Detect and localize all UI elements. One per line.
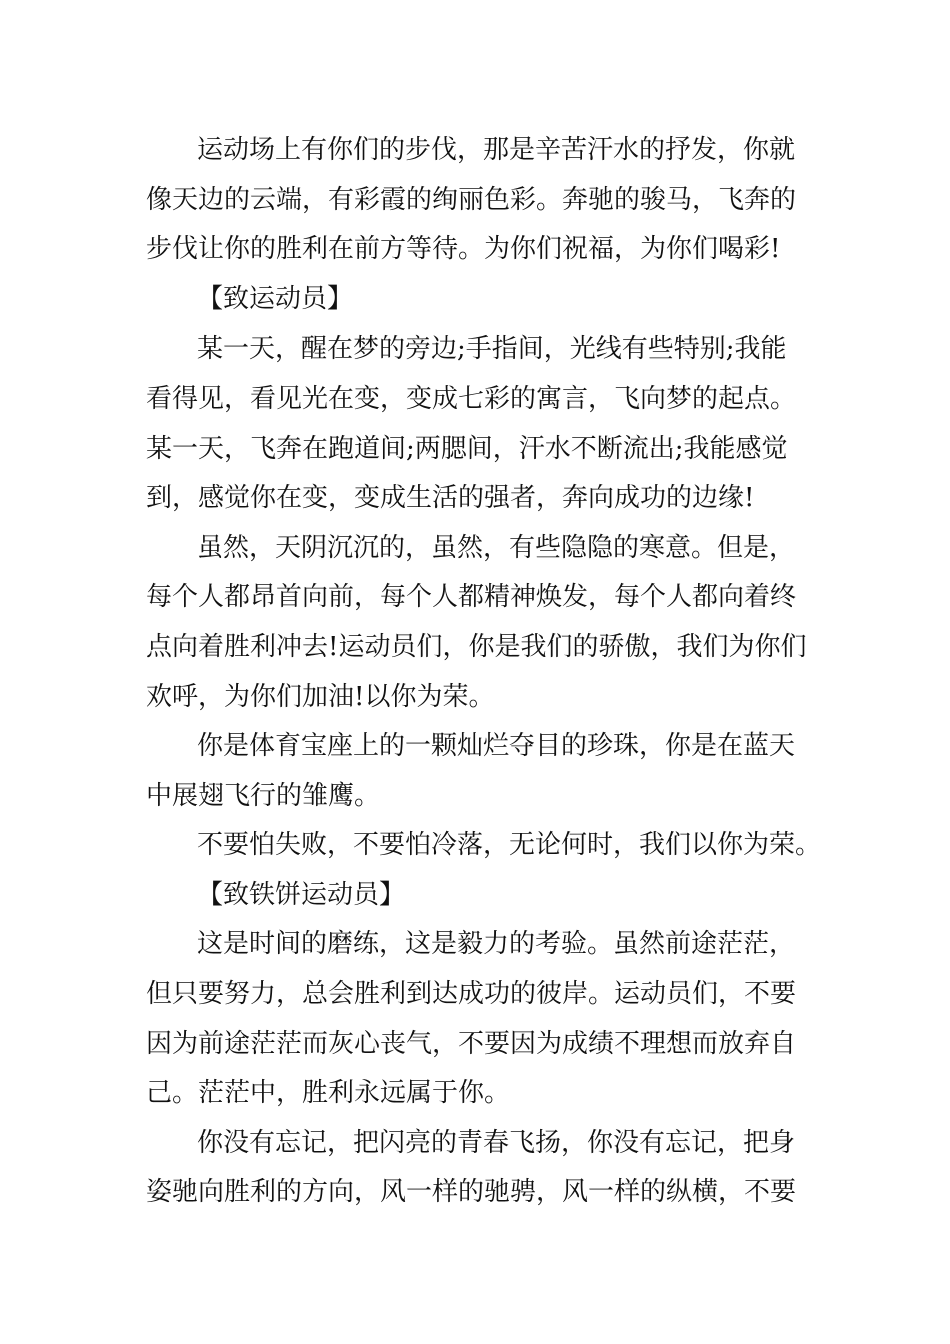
- paragraph-line: 运动场上有你们的步伐，那是辛苦汗水的抒发，你就: [197, 135, 796, 165]
- paragraph-line: 你是体育宝座上的一颗灿烂夺目的珍珠，你是在蓝天: [197, 731, 796, 761]
- paragraph-line: 因为前途茫茫而灰心丧气，不要因为成绩不理想而放弃自: [146, 1029, 797, 1059]
- paragraph-line: 你没有忘记，把闪亮的青春飞扬，你没有忘记，把身: [197, 1128, 796, 1158]
- section-heading: 【致运动员】: [197, 284, 354, 314]
- paragraph-line: 欢呼，为你们加油!以你为荣。: [146, 682, 495, 712]
- paragraph-line: 中展翅飞行的雏鹰。: [146, 781, 381, 811]
- paragraph-line: 像天边的云端，有彩霞的绚丽色彩。奔驰的骏马，飞奔的: [146, 185, 797, 215]
- paragraph-line: 己。茫茫中，胜利永远属于你。: [146, 1078, 511, 1108]
- paragraph-line: 某一天，醒在梦的旁边;手指间，光线有些特别;我能: [197, 334, 787, 364]
- paragraph-line: 某一天，飞奔在跑道间;两腮间，汗水不断流出;我能感觉: [146, 434, 788, 464]
- paragraph-line: 步伐让你的胜利在前方等待。为你们祝福，为你们喝彩!: [146, 234, 781, 264]
- paragraph-line: 虽然，天阴沉沉的，虽然，有些隐隐的寒意。但是，: [197, 533, 796, 563]
- paragraph-line: 点向着胜利冲去!运动员们，你是我们的骄傲，我们为你们: [146, 632, 807, 662]
- paragraph-line: 到，感觉你在变，变成生活的强者，奔向成功的边缘!: [146, 483, 755, 513]
- section-heading: 【致铁饼运动员】: [197, 880, 406, 910]
- paragraph-line: 看得见，看见光在变，变成七彩的寓言，飞向梦的起点。: [146, 384, 797, 414]
- paragraph-line: 每个人都昂首向前，每个人都精神焕发，每个人都向着终: [146, 582, 797, 612]
- paragraph-line: 但只要努力，总会胜利到达成功的彼岸。运动员们，不要: [146, 979, 797, 1009]
- paragraph-line: 姿驰向胜利的方向，风一样的驰骋，风一样的纵横，不要: [146, 1177, 797, 1207]
- paragraph-line: 这是时间的磨练，这是毅力的考验。虽然前途茫茫，: [197, 929, 796, 959]
- paragraph-line: 不要怕失败，不要怕冷落，无论何时，我们以你为荣。: [197, 830, 822, 860]
